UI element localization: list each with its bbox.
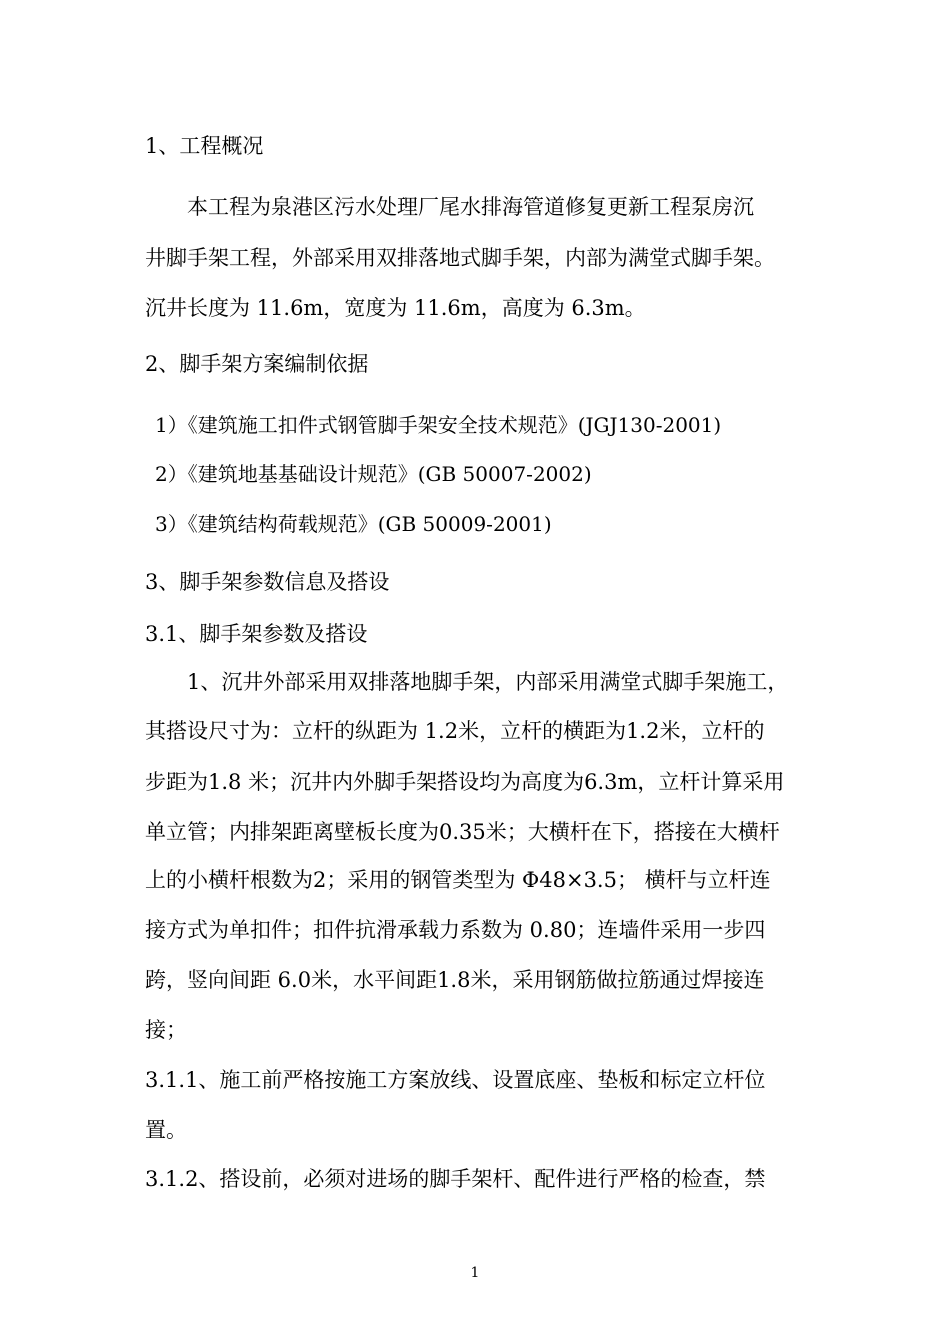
paragraph-line: 步距为1.8 米；沉井内外脚手架搭设均为高度为6.3m，立杆计算采用 xyxy=(145,770,785,794)
item-3-1-1-line: 置。 xyxy=(145,1118,187,1142)
reference-item: 1）《建筑施工扣件式钢管脚手架安全技术规范》(JGJ130-2001) xyxy=(155,413,722,437)
item-3-1-1-line: 3.1.1、施工前严格按施工方案放线、设置底座、垫板和标定立杆位 xyxy=(145,1068,766,1092)
paragraph-line: 其搭设尺寸为：立杆的纵距为 1.2米，立杆的横距为1.2米，立杆的 xyxy=(145,719,765,743)
paragraph-line: 上的小横杆根数为2；采用的钢管类型为 Φ48×3.5； 横杆与立杆连 xyxy=(145,868,771,892)
paragraph-line: 1、沉井外部采用双排落地脚手架，内部采用满堂式脚手架施工， xyxy=(187,670,789,694)
section-2-heading: 2、脚手架方案编制依据 xyxy=(145,352,369,376)
paragraph-line: 井脚手架工程，外部采用双排落地式脚手架，内部为满堂式脚手架。 xyxy=(145,246,775,270)
paragraph-line: 单立管；内排架距离壁板长度为0.35米；大横杆在下，搭接在大横杆 xyxy=(145,820,780,844)
section-3-heading: 3、脚手架参数信息及搭设 xyxy=(145,570,390,594)
paragraph-line: 接方式为单扣件；扣件抗滑承载力系数为 0.80；连墙件采用一步四 xyxy=(145,918,766,942)
paragraph-line: 接； xyxy=(145,1018,187,1042)
reference-item: 2）《建筑地基基础设计规范》(GB 50007-2002) xyxy=(155,462,592,486)
section-1-heading: 1、工程概况 xyxy=(145,134,264,158)
paragraph-line: 本工程为泉港区污水处理厂尾水排海管道修复更新工程泵房沉 xyxy=(187,195,754,219)
subsection-3-1-heading: 3.1、脚手架参数及搭设 xyxy=(145,622,368,646)
paragraph-line: 沉井长度为 11.6m，宽度为 11.6m，高度为 6.3m。 xyxy=(145,296,646,320)
item-3-1-2-line: 3.1.2、搭设前，必须对进场的脚手架杆、配件进行严格的检查，禁 xyxy=(145,1167,766,1191)
page-number: 1 xyxy=(470,1265,480,1281)
reference-item: 3）《建筑结构荷载规范》(GB 50009-2001) xyxy=(155,512,552,536)
paragraph-line: 跨，竖向间距 6.0米，水平间距1.8米，采用钢筋做拉筋通过焊接连 xyxy=(145,968,765,992)
